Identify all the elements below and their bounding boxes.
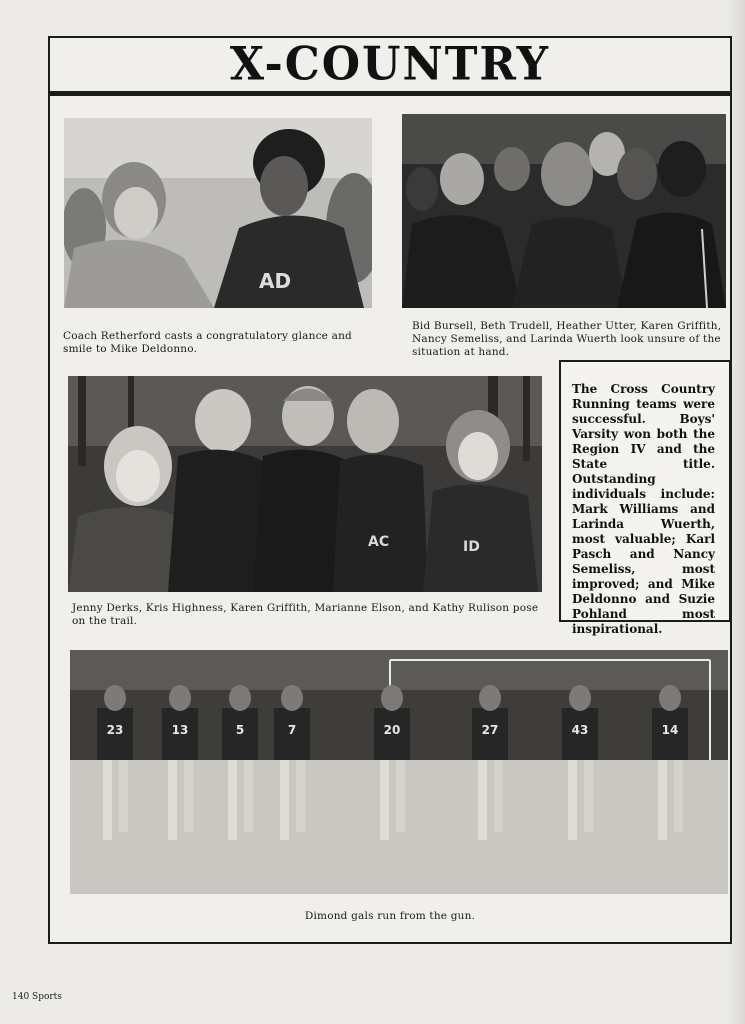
- title-bar: [50, 38, 730, 96]
- photo-trail-caption: Jenny Derks, Kris Highness, Karen Griffith, Marianne Elson, and Kathy Rulison pose on the trail.: [72, 602, 539, 627]
- svg-text:AD: AD: [259, 269, 292, 293]
- jersey-number: 43: [571, 723, 589, 737]
- page-frame: [48, 36, 732, 944]
- jersey-number: 23: [106, 723, 124, 737]
- photo-coach-and-runner: [64, 118, 372, 308]
- svg-text:ID: ID: [463, 539, 480, 555]
- photo-race-caption: Dimond gals run from the gun.: [304, 910, 476, 922]
- team-summary-box: [559, 360, 731, 636]
- photo-trail-pose: [68, 376, 542, 592]
- jersey-number: 14: [661, 723, 679, 737]
- jersey-number: 7: [287, 723, 297, 737]
- svg-text:AC: AC: [368, 534, 390, 550]
- page-folio: 140 Sports: [12, 992, 62, 1002]
- team-summary-text: The Cross Country Running teams were successful. Boys' Varsity won both the Region IV and the State title. Outstanding individuals include: Mark Williams and Larinda Wuerth, most valuable; Karl Pasch and Nancy Semeliss, most improved; and Mike Deldonno and Suzie Pohland most inspirational.: [572, 382, 715, 636]
- jersey-number: 5: [235, 723, 245, 737]
- photo-group-runners: [402, 114, 726, 308]
- page-title: X-COUNTRY: [229, 37, 551, 92]
- jersey-number: 27: [481, 723, 499, 737]
- jersey-number: 13: [171, 723, 189, 737]
- jersey-number: 20: [383, 723, 401, 737]
- photo-coach-caption: Coach Retherford casts a congratulatory glance and smile to Mike Deldonno.: [63, 330, 352, 355]
- photo-race-start: [70, 650, 728, 894]
- photo-group-caption: Bid Bursell, Beth Trudell, Heather Utter, Karen Griffith, Nancy Semeliss, and Larinda Wuerth look unsure of the situation at hand.: [412, 320, 722, 358]
